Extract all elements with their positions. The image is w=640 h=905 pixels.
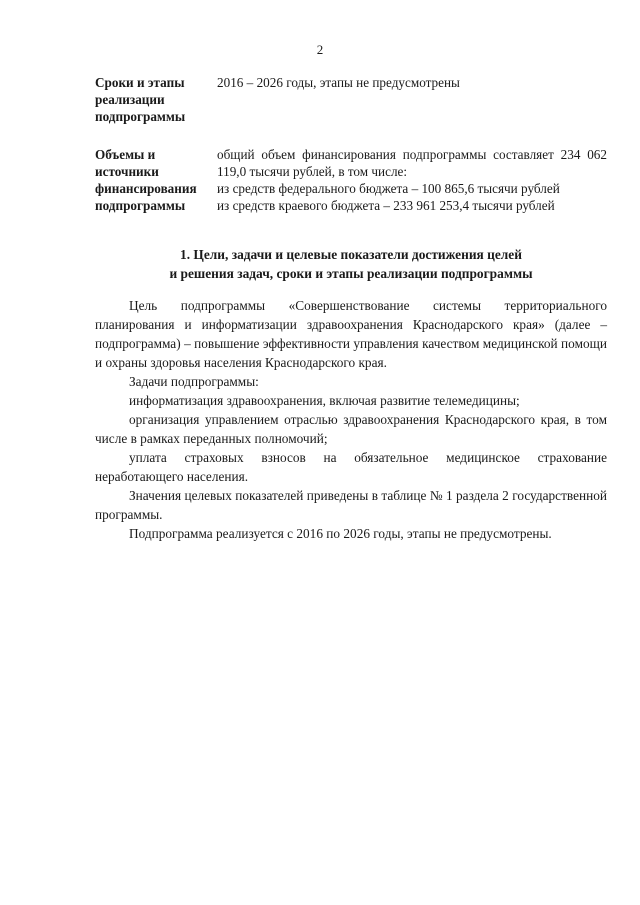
paragraph-task: информатизация здравоохранения, включая развитие телемедицины; bbox=[129, 393, 520, 408]
paragraph-task: уплата страховых взносов на обязательное медицинское страхование неработающего населения. bbox=[95, 450, 607, 484]
paragraph-tasks-heading: Задачи подпрограммы: bbox=[129, 374, 259, 389]
subprogram-passport-table bbox=[95, 74, 607, 214]
passport-value-line: из средств краевого бюджета – 233 961 253,4 тысячи рублей bbox=[217, 198, 555, 213]
passport-value-funding bbox=[217, 125, 607, 214]
section-heading bbox=[95, 245, 607, 283]
passport-label-terms: Сроки и этапы реализации подпрограммы bbox=[95, 75, 186, 124]
passport-row-terms bbox=[95, 74, 607, 125]
paragraph-timeline: Подпрограмма реализуется с 2016 по 2026 годы, этапы не предусмотрены. bbox=[129, 526, 552, 541]
section-body bbox=[95, 296, 607, 543]
passport-value-line: общий объем финансирования подпрограммы составляет 234 062 119,0 тысячи рублей, в том числе: bbox=[217, 147, 607, 179]
section-heading-line: 1. Цели, задачи и целевые показатели достижения целей bbox=[180, 247, 522, 262]
passport-value-line: 2016 – 2026 годы, этапы не предусмотрены bbox=[217, 75, 460, 90]
passport-value-line: из средств федерального бюджета – 100 865,6 тысячи рублей bbox=[217, 181, 560, 196]
page-number: 2 bbox=[316, 42, 324, 57]
passport-value-terms bbox=[217, 74, 607, 125]
paragraph-indicators: Значения целевых показателей приведены в таблице № 1 раздела 2 государственной программы. bbox=[95, 488, 607, 522]
paragraph-goal: Цель подпрограммы «Совершенствование системы территориального планирования и информатизации здравоохранения Краснодарского края» (далее – подпрограмма) – повышение эффективности управления качеством медицинской помощи и охраны здоровья населения Краснодарского края. bbox=[95, 298, 607, 370]
passport-row-funding bbox=[95, 125, 607, 214]
passport-label-funding: Объемы и источники финансирования подпрограммы bbox=[95, 147, 197, 213]
section-heading-line: и решения задач, сроки и этапы реализации подпрограммы bbox=[169, 266, 533, 281]
paragraph-task: организация управлением отраслью здравоохранения Краснодарского края, в том числе в рамках переданных полномочий; bbox=[95, 412, 607, 446]
